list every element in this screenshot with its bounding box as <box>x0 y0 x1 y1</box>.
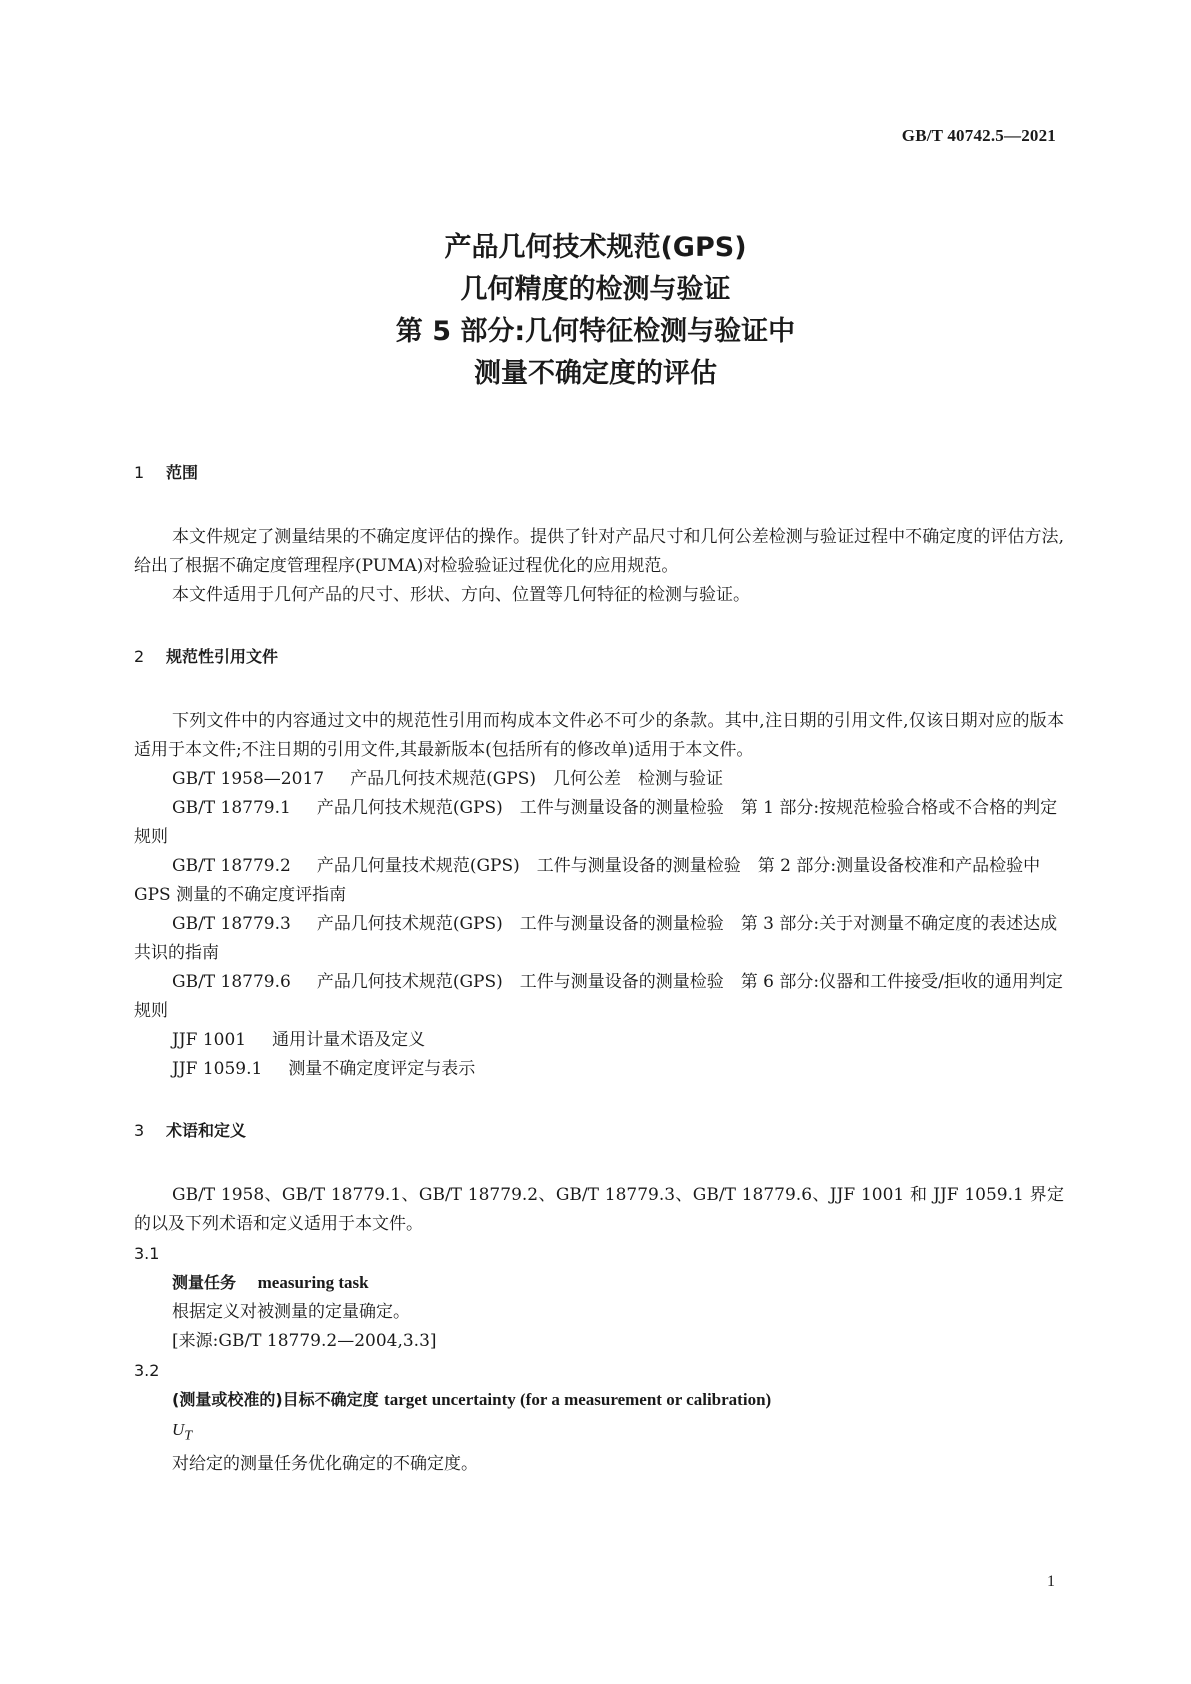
reference-title: 产品几何量技术规范(GPS) 工件与测量设备的测量检验 第 2 部分:测量设备校准和产品检验中 GPS 测量的不确定度评指南 <box>134 856 1041 905</box>
reference-item <box>134 852 1064 910</box>
reference-code: JJF 1059.1 <box>172 1059 263 1079</box>
term-zh: 测量任务 <box>172 1273 237 1292</box>
symbol-main: U <box>172 1420 185 1439</box>
reference-code: GB/T 18779.3 <box>172 914 291 934</box>
reference-title: 产品几何技术规范(GPS) 工件与测量设备的测量检验 第 1 部分:按规范检验合格或不合格的判定规则 <box>134 798 1058 847</box>
references-intro: 下列文件中的内容通过文中的规范性引用而构成本文件必不可少的条款。其中,注日期的引用文件,仅该日期对应的版本适用于本文件;不注日期的引用文件,其最新版本(包括所有的修改单)适用于本文件。 <box>134 711 1064 760</box>
reference-code: GB/T 18779.2 <box>172 856 291 876</box>
reference-code: JJF 1001 <box>172 1030 247 1050</box>
document-body <box>134 460 1064 1479</box>
reference-code: GB/T 1958—2017 <box>172 769 325 789</box>
section-number: 3 <box>134 1121 145 1140</box>
standard-number: GB/T 40742.5—2021 <box>901 126 1056 145</box>
section-2-heading <box>134 644 1064 667</box>
term-en: measuring task <box>257 1273 369 1292</box>
section-title: 范围 <box>166 463 199 482</box>
title-line-2: 几何精度的检测与验证 <box>460 274 731 305</box>
section-title: 规范性引用文件 <box>166 647 279 666</box>
section-3-heading <box>134 1118 1064 1141</box>
section-number: 2 <box>134 647 145 666</box>
term-definition: 根据定义对被测量的定量确定。 <box>172 1302 410 1322</box>
reference-item <box>134 1026 1064 1055</box>
reference-item <box>134 910 1064 968</box>
reference-code: GB/T 18779.1 <box>172 798 291 818</box>
document-title <box>0 228 1191 396</box>
section-title: 术语和定义 <box>166 1121 247 1140</box>
scope-paragraph-2: 本文件适用于几何产品的尺寸、形状、方向、位置等几何特征的检测与验证。 <box>172 585 750 605</box>
page-number: 1 <box>1047 1573 1055 1590</box>
reference-title: 通用计量术语及定义 <box>272 1030 426 1050</box>
term-definition: 对给定的测量任务优化确定的不确定度。 <box>172 1454 478 1475</box>
reference-item <box>134 1055 1064 1084</box>
symbol-subscript: T <box>184 1427 193 1444</box>
reference-title: 产品几何技术规范(GPS) 工件与测量设备的测量检验 第 3 部分:关于对测量不确定度的表述达成共识的指南 <box>134 914 1058 963</box>
term-heading <box>134 1268 1064 1298</box>
title-line-3: 第 5 部分:几何特征检测与验证中 <box>395 316 796 347</box>
term-source: [来源:GB/T 18779.2—2004,3.3] <box>172 1331 437 1351</box>
title-line-1: 产品几何技术规范(GPS) <box>444 232 747 263</box>
term-en: target uncertainty (for a measurement or calibration) <box>384 1390 772 1409</box>
terms-intro: GB/T 1958、GB/T 18779.1、GB/T 18779.2、GB/T 18779.3、GB/T 18779.6、JJF 1001 和 JJF 1059.1 界定的以及下列术语和定义适用于本文件。 <box>134 1185 1064 1234</box>
term-number: 3.2 <box>134 1361 160 1380</box>
term-heading <box>134 1385 1064 1415</box>
reference-title: 产品几何技术规范(GPS) 几何公差 检测与验证 <box>350 769 724 789</box>
reference-item <box>134 968 1064 1026</box>
term-zh: (测量或校准的)目标不确定度 <box>172 1390 379 1409</box>
title-line-4: 测量不确定度的评估 <box>474 358 717 389</box>
term-symbol <box>134 1415 1064 1450</box>
term-number: 3.1 <box>134 1244 160 1263</box>
reference-title: 产品几何技术规范(GPS) 工件与测量设备的测量检验 第 6 部分:仪器和工件接受/拒收的通用判定规则 <box>134 972 1063 1021</box>
section-number: 1 <box>134 463 145 482</box>
reference-item <box>134 794 1064 852</box>
reference-code: GB/T 18779.6 <box>172 972 291 992</box>
reference-item <box>134 765 1064 794</box>
section-1-heading <box>134 460 1064 483</box>
scope-paragraph-1: 本文件规定了测量结果的不确定度评估的操作。提供了针对产品尺寸和几何公差检测与验证过程中不确定度的评估方法,给出了根据不确定度管理程序(PUMA)对检验验证过程优化的应用规范。 <box>134 527 1064 576</box>
reference-title: 测量不确定度评定与表示 <box>288 1059 476 1079</box>
